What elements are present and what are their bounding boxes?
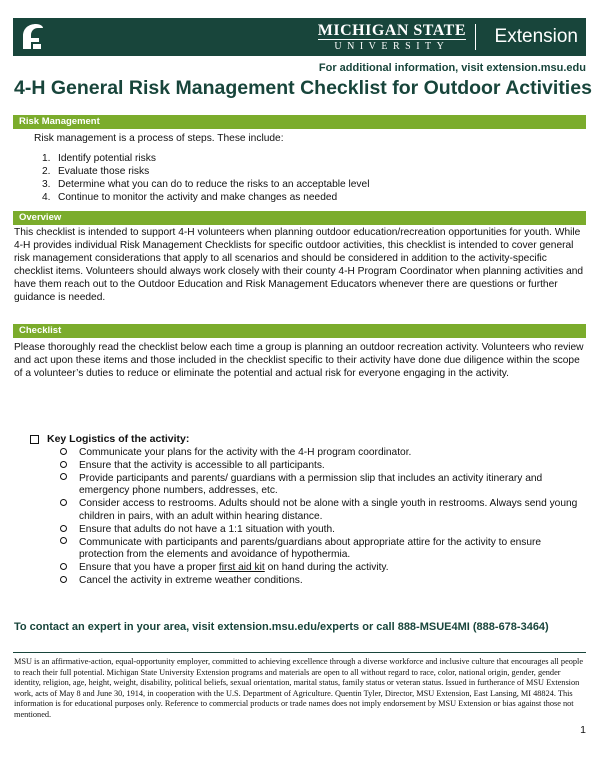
hollow-circle-bullet-icon — [60, 524, 72, 537]
overview-text: This checklist is intended to support 4-H volunteers when planning outdoor education/recreation opportunities for youth. While 4-H provides individual Risk Management Checklists for specific outdoor activities, this checklist is intended to cover general risk management considerations that apply to all scenarios and should be considered in addition to the activity-specific checklist items. Volunteers should always work closely with their county 4-H Program Coordinator when planning activities and have them reach out to the Outdoor Education and Risk Management Educators whenever there are questions or further guidance is needed. — [14, 227, 584, 303]
list-item: Ensure that adults do not have a 1:1 situation with youth. — [60, 524, 580, 537]
section-header-checklist: Checklist — [13, 324, 586, 338]
list-item: 4. Continue to monitor the activity and make changes as needed — [42, 192, 338, 203]
page-number: 1 — [580, 724, 586, 736]
hollow-circle-bullet-icon — [60, 473, 72, 486]
key-logistics-item[interactable] — [30, 433, 189, 445]
brand-university: UNIVERSITY — [318, 39, 466, 53]
brand-name: MICHIGAN STATE — [317, 22, 466, 39]
brand-divider — [475, 24, 476, 50]
hollow-circle-bullet-icon — [60, 447, 72, 460]
msu-wordmark[interactable] — [318, 22, 466, 53]
additional-info-link[interactable]: For additional information, visit extension.msu.edu — [318, 62, 586, 74]
section-header-risk-management: Risk Management — [13, 115, 586, 129]
key-logistics-list — [60, 447, 580, 588]
hollow-circle-bullet-icon — [60, 537, 72, 550]
list-item: Ensure that you have a proper first aid kit on hand during the activity. — [60, 562, 580, 575]
hollow-circle-bullet-icon — [60, 498, 72, 511]
list-item: 1. Identify potential risks — [42, 153, 156, 164]
hollow-circle-bullet-icon — [60, 460, 72, 473]
brand-extension: Extension — [494, 26, 578, 47]
divider — [13, 652, 586, 653]
risk-steps-list — [42, 152, 369, 204]
checklist-intro: Please thoroughly read the checklist below each time a group is planning an outdoor recreation activity. Volunteers who review and act upon these items and those included in the checklist specific to their activity have done due diligence within the scope of a volunteer’s duties to reduce or eliminate the potential and actual risk for everyone engaging in the activity. — [14, 342, 584, 379]
spartan-helmet-icon — [19, 22, 45, 52]
hollow-circle-bullet-icon — [60, 562, 72, 575]
risk-management-intro: Risk management is a process of steps. These include: — [34, 133, 284, 144]
list-item: Provide participants and parents/ guardians with a permission slip that includes an activity itinerary and emergency phone numbers, addresses, etc. — [60, 473, 580, 499]
header-bar — [13, 18, 586, 56]
list-item: Ensure that the activity is accessible to all participants. — [60, 460, 580, 473]
legal-disclaimer: MSU is an affirmative-action, equal-opportunity employer, committed to achieving excellence through a diverse workforce and inclusive culture that encourages all people to reach their full potential. Michigan State University Extension programs and materials are open to all without regard to race, color, national origin, gender, gender identity, religion, age, height, weight, disability, political beliefs, sexual orientation, marital status, family status or veteran status. Issued in furtherance of MSU Extension work, acts of May 8 and June 30, 1914, in cooperation with the U.S. Department of Agriculture. Quentin Tyler, Director, MSU Extension, East Lansing, MI 48824. This information is for educational purposes only. Reference to commercial products or trade names does not imply endorsement by MSU Extension or bias against those not mentioned. — [14, 657, 584, 719]
list-item: Communicate your plans for the activity with the 4-H program coordinator. — [60, 447, 580, 460]
list-item: 3. Determine what you can do to reduce the risks to an acceptable level — [42, 179, 370, 190]
page-title: 4-H General Risk Management Checklist for Outdoor Activities — [14, 77, 592, 99]
list-item: Cancel the activity in extreme weather conditions. — [60, 575, 580, 588]
list-item: 2. Evaluate those risks — [42, 166, 150, 177]
list-item: Consider access to restrooms. Adults should not be alone with a single youth in restrooms. Always send young children in pairs, with an adult within hearing distance. — [60, 498, 580, 524]
list-item: Communicate with participants and parents/guardians about appropriate attire for the activity to ensure protection from the elements and avoidance of hypothermia. — [60, 537, 580, 563]
hollow-circle-bullet-icon — [60, 575, 72, 588]
first-aid-kit-link[interactable]: first aid kit — [218, 562, 265, 574]
empty-checkbox-icon[interactable] — [30, 435, 39, 444]
key-logistics-label: Key Logistics of the activity: — [47, 433, 190, 445]
section-header-overview: Overview — [13, 211, 586, 225]
contact-expert-text[interactable]: To contact an expert in your area, visit extension.msu.edu/experts or call 888-MSUE4MI (888-678-3464) — [14, 621, 549, 633]
